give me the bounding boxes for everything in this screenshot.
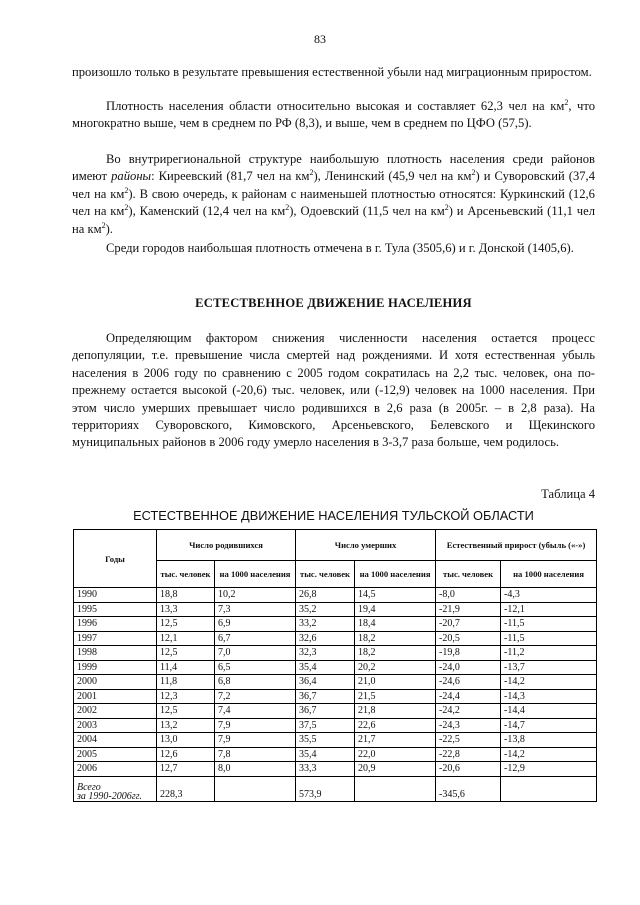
cell-growth-thousand: -24,0 bbox=[436, 660, 501, 675]
cell-year: 2001 bbox=[74, 689, 157, 704]
cell-died-per1000: 21,8 bbox=[355, 704, 436, 719]
cell-growth-per1000: -14,2 bbox=[501, 675, 597, 690]
cell-died-per1000: 18,4 bbox=[355, 617, 436, 632]
cell-empty bbox=[215, 776, 296, 801]
paragraph-text: Во внутрирегиональной структуре наибольшую плотность населения среди районов имеют районы: Киреевский (81,7 чел на $км^2$), Ленинский (45,9 чел на $км^2$) и Суворовский (37,4 чел на $км^2$). В свою очередь, к районам с наименьшей плотностью относятся: Куркинский (12,6 чел на $км^2$), Каменский (12,4 чел на $км^2$), Одоевский (11,5 чел на $км^2$) и Арсеньевский (11,1 чел на $км^2$). bbox=[72, 152, 595, 236]
cell-growth-per1000: -11,5 bbox=[501, 617, 597, 632]
cell-year: 1998 bbox=[74, 646, 157, 661]
cell-year: 1995 bbox=[74, 602, 157, 617]
cell-died-thousand: 35,4 bbox=[296, 747, 355, 762]
header-years: Годы bbox=[74, 530, 157, 588]
cell-born-thousand: 12,5 bbox=[157, 617, 215, 632]
cell-growth-thousand: -22,8 bbox=[436, 747, 501, 762]
cell-died-thousand: 35,5 bbox=[296, 733, 355, 748]
paragraph-density bbox=[72, 98, 595, 133]
cell-born-per1000: 7,9 bbox=[215, 733, 296, 748]
cell-year: 1997 bbox=[74, 631, 157, 646]
cell-year: 2003 bbox=[74, 718, 157, 733]
table-row bbox=[74, 602, 597, 617]
cell-born-per1000: 6,8 bbox=[215, 675, 296, 690]
subheader-per1000: на 1000 населения bbox=[355, 561, 436, 588]
paragraph-text: Определяющим фактором снижения численности населения остается процесс депопуляции, т.е. превышение числа смертей над рождениями. И хотя естественная убыль населения в 2006 году по сравнению с 2005 годом сократилась на 2,2 тыс. человек, она по-прежнему остается высокой (-20,6) тыс. человек, или (-12,9) человек на 1000 населения. При этом число умерших превышает число родившихся в 2,6 раза (в 2005г. – в 2,8 раза). На территориях Суворовского, Кимовского, Арсеньевского, Белевского и Щекинского муниципальных районов в 2006 году умерло населения в 3-3,7 раза больше, чем родилось. bbox=[72, 331, 595, 450]
cell-born-thousand: 11,8 bbox=[157, 675, 215, 690]
cell-year: 2002 bbox=[74, 704, 157, 719]
cell-died-thousand: 36,7 bbox=[296, 704, 355, 719]
cell-growth-per1000: -14,2 bbox=[501, 747, 597, 762]
cell-year: 2004 bbox=[74, 733, 157, 748]
cell-died-per1000: 14,5 bbox=[355, 588, 436, 603]
cell-died-thousand: 32,6 bbox=[296, 631, 355, 646]
table-row bbox=[74, 733, 597, 748]
cell-growth-thousand: -19,8 bbox=[436, 646, 501, 661]
cell-born-thousand: 12,1 bbox=[157, 631, 215, 646]
cell-growth-thousand: -8,0 bbox=[436, 588, 501, 603]
subheader-per1000: на 1000 населения bbox=[501, 561, 597, 588]
cell-growth-per1000: -4,3 bbox=[501, 588, 597, 603]
cell-died-per1000: 22,0 bbox=[355, 747, 436, 762]
cell-growth-thousand: -24,3 bbox=[436, 718, 501, 733]
cell-total-died: 573,9 bbox=[296, 776, 355, 801]
cell-died-per1000: 21,7 bbox=[355, 733, 436, 748]
cell-year: 1990 bbox=[74, 588, 157, 603]
total-label-line2: за 1990-2006гг. bbox=[77, 790, 142, 802]
table-row bbox=[74, 718, 597, 733]
total-label-line1: Всего bbox=[77, 781, 101, 793]
subheader-thousand: тыс. человек bbox=[436, 561, 501, 588]
table-title: ЕСТЕСТВЕННОЕ ДВИЖЕНИЕ НАСЕЛЕНИЯ ТУЛЬСКОЙ ОБЛАСТИ bbox=[133, 508, 534, 523]
table-row bbox=[74, 617, 597, 632]
cell-born-thousand: 12,7 bbox=[157, 762, 215, 777]
cell-empty bbox=[355, 776, 436, 801]
cell-growth-per1000: -14,7 bbox=[501, 718, 597, 733]
cell-born-per1000: 7,3 bbox=[215, 602, 296, 617]
cell-born-per1000: 7,9 bbox=[215, 718, 296, 733]
table-row bbox=[74, 689, 597, 704]
cell-died-thousand: 32,3 bbox=[296, 646, 355, 661]
cell-growth-per1000: -13,8 bbox=[501, 733, 597, 748]
paragraph-districts bbox=[72, 151, 595, 238]
cell-born-thousand: 12,5 bbox=[157, 704, 215, 719]
cell-died-per1000: 21,5 bbox=[355, 689, 436, 704]
cell-born-thousand: 11,4 bbox=[157, 660, 215, 675]
page-number: 83 bbox=[314, 32, 326, 46]
table-header-row bbox=[74, 530, 597, 561]
header-born: Число родившихся bbox=[157, 530, 296, 561]
cell-died-per1000: 18,2 bbox=[355, 646, 436, 661]
header-growth: Естественный прирост (убыль («-») bbox=[436, 530, 597, 561]
cell-growth-per1000: -12,9 bbox=[501, 762, 597, 777]
cell-year: 2005 bbox=[74, 747, 157, 762]
cell-born-thousand: 12,3 bbox=[157, 689, 215, 704]
cell-born-per1000: 6,7 bbox=[215, 631, 296, 646]
cell-growth-per1000: -11,5 bbox=[501, 631, 597, 646]
table-total-row bbox=[74, 776, 597, 801]
table-row bbox=[74, 588, 597, 603]
cell-died-thousand: 33,2 bbox=[296, 617, 355, 632]
cell-born-per1000: 7,0 bbox=[215, 646, 296, 661]
cell-died-thousand: 35,2 bbox=[296, 602, 355, 617]
table-row bbox=[74, 631, 597, 646]
cell-growth-thousand: -22,5 bbox=[436, 733, 501, 748]
cell-growth-thousand: -20,7 bbox=[436, 617, 501, 632]
cell-growth-thousand: -24,2 bbox=[436, 704, 501, 719]
cell-growth-per1000: -13,7 bbox=[501, 660, 597, 675]
table-row bbox=[74, 646, 597, 661]
cell-died-thousand: 26,8 bbox=[296, 588, 355, 603]
subheader-thousand: тыс. человек bbox=[296, 561, 355, 588]
cell-growth-per1000: -12,1 bbox=[501, 602, 597, 617]
cell-born-thousand: 13,2 bbox=[157, 718, 215, 733]
cell-died-per1000: 18,2 bbox=[355, 631, 436, 646]
cell-empty bbox=[501, 776, 597, 801]
cell-died-per1000: 19,4 bbox=[355, 602, 436, 617]
header-died: Число умерших bbox=[296, 530, 436, 561]
cell-born-thousand: 12,6 bbox=[157, 747, 215, 762]
cell-growth-per1000: -14,3 bbox=[501, 689, 597, 704]
cell-born-thousand: 13,0 bbox=[157, 733, 215, 748]
paragraph-continuation bbox=[72, 64, 595, 81]
cell-growth-thousand: -21,9 bbox=[436, 602, 501, 617]
cell-born-thousand: 13,3 bbox=[157, 602, 215, 617]
cell-year: 1996 bbox=[74, 617, 157, 632]
cell-year: 1999 bbox=[74, 660, 157, 675]
cell-growth-thousand: -20,6 bbox=[436, 762, 501, 777]
table-row bbox=[74, 675, 597, 690]
cell-born-per1000: 6,5 bbox=[215, 660, 296, 675]
cell-born-per1000: 7,4 bbox=[215, 704, 296, 719]
cell-total-label bbox=[74, 776, 157, 801]
paragraph-text: произошло только в результате превышения естественной убыли над миграционным приростом. bbox=[72, 65, 592, 79]
cell-growth-thousand: -24,6 bbox=[436, 675, 501, 690]
paragraph-text: Плотность населения области относительно высокая и составляет 62,3 чел на $км^2$, что многократно выше, чем в среднем по РФ (8,3), и выше, чем в среднем по ЦФО (57,5). bbox=[72, 98, 596, 131]
cell-died-thousand: 36,4 bbox=[296, 675, 355, 690]
table-row bbox=[74, 704, 597, 719]
cell-growth-thousand: -20,5 bbox=[436, 631, 501, 646]
table-row bbox=[74, 660, 597, 675]
population-table bbox=[73, 529, 597, 802]
cell-born-per1000: 6,9 bbox=[215, 617, 296, 632]
cell-died-per1000: 21,0 bbox=[355, 675, 436, 690]
cell-born-per1000: 7,2 bbox=[215, 689, 296, 704]
subheader-per1000: на 1000 населения bbox=[215, 561, 296, 588]
cell-died-thousand: 36,7 bbox=[296, 689, 355, 704]
paragraph-natural-movement bbox=[72, 330, 595, 452]
table-label: Таблица 4 bbox=[541, 487, 595, 501]
cell-born-thousand: 12,5 bbox=[157, 646, 215, 661]
cell-born-per1000: 7,8 bbox=[215, 747, 296, 762]
cell-growth-thousand: -24,4 bbox=[436, 689, 501, 704]
paragraph-cities bbox=[72, 240, 595, 257]
subheader-thousand: тыс. человек bbox=[157, 561, 215, 588]
paragraph-text: Среди городов наибольшая плотность отмечена в г. Тула (3505,6) и г. Донской (1405,6). bbox=[106, 241, 574, 255]
table-row bbox=[74, 762, 597, 777]
cell-born-thousand: 18,8 bbox=[157, 588, 215, 603]
table-row bbox=[74, 747, 597, 762]
section-heading: ЕСТЕСТВЕННОЕ ДВИЖЕНИЕ НАСЕЛЕНИЯ bbox=[195, 296, 472, 310]
cell-died-per1000: 20,9 bbox=[355, 762, 436, 777]
cell-born-per1000: 8,0 bbox=[215, 762, 296, 777]
cell-died-thousand: 35,4 bbox=[296, 660, 355, 675]
cell-died-thousand: 37,5 bbox=[296, 718, 355, 733]
cell-total-born: 228,3 bbox=[157, 776, 215, 801]
cell-died-thousand: 33,3 bbox=[296, 762, 355, 777]
cell-born-per1000: 10,2 bbox=[215, 588, 296, 603]
cell-year: 2006 bbox=[74, 762, 157, 777]
cell-died-per1000: 22,6 bbox=[355, 718, 436, 733]
cell-died-per1000: 20,2 bbox=[355, 660, 436, 675]
cell-total-growth: -345,6 bbox=[436, 776, 501, 801]
cell-growth-per1000: -14,4 bbox=[501, 704, 597, 719]
cell-year: 2000 bbox=[74, 675, 157, 690]
cell-growth-per1000: -11,2 bbox=[501, 646, 597, 661]
